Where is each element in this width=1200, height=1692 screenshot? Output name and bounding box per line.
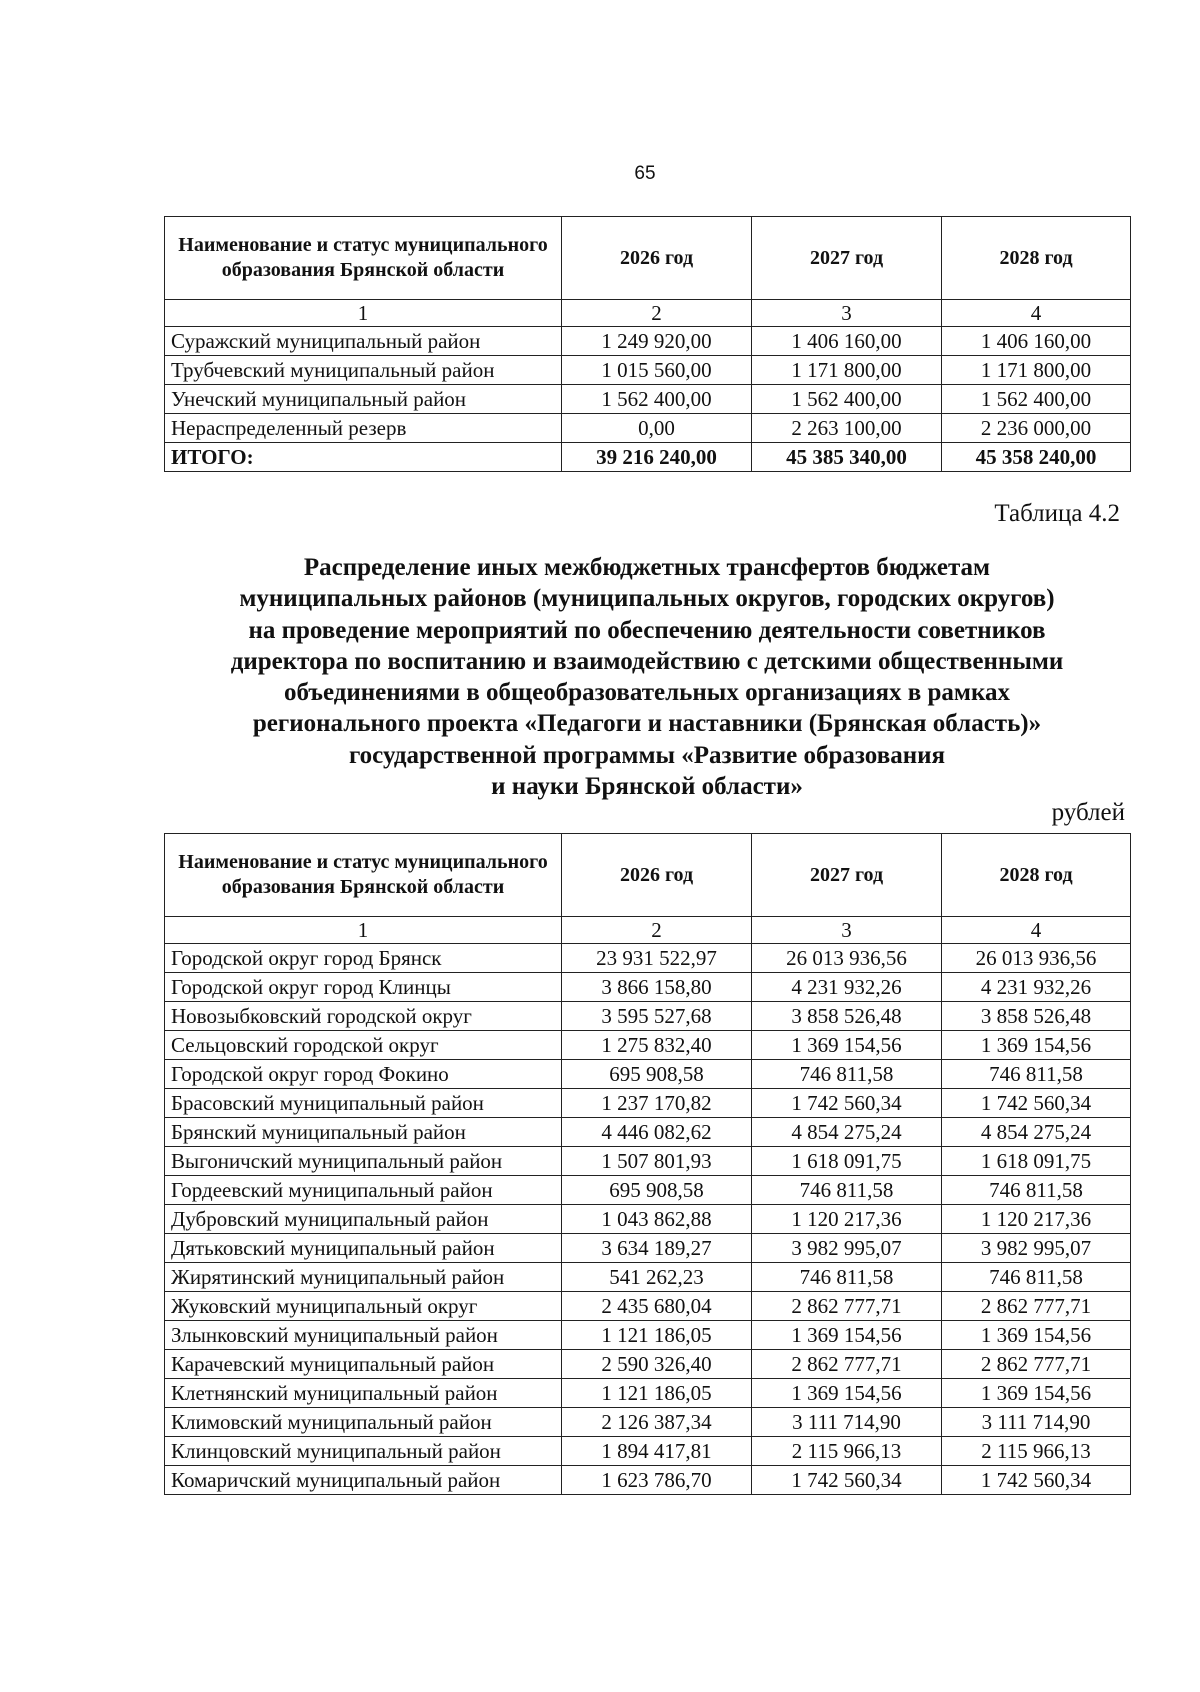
municipality-name-cell: Трубчевский муниципальный район	[165, 356, 562, 385]
municipality-name-cell: Жирятинский муниципальный район	[165, 1263, 562, 1292]
amount-cell: 2 590 326,40	[562, 1350, 752, 1379]
amount-cell: 26 013 936,56	[752, 944, 942, 973]
table-row	[165, 1321, 1131, 1350]
municipality-name-cell: Нераспределенный резерв	[165, 414, 562, 443]
amount-cell: 1 171 800,00	[752, 356, 942, 385]
amount-cell: 746 811,58	[942, 1176, 1131, 1205]
municipality-name-cell: Брянский муниципальный район	[165, 1118, 562, 1147]
amount-cell: 3 982 995,07	[942, 1234, 1131, 1263]
municipality-name-cell: Городской округ город Клинцы	[165, 973, 562, 1002]
table-row	[165, 327, 1131, 356]
table-header-row	[165, 834, 1131, 917]
municipality-name-cell: Злынковский муниципальный район	[165, 1321, 562, 1350]
municipality-name-cell: Новозыбковский городской округ	[165, 1002, 562, 1031]
municipality-name-cell: Унечский муниципальный район	[165, 385, 562, 414]
amount-cell: 4 446 082,62	[562, 1118, 752, 1147]
amount-cell: 746 811,58	[752, 1176, 942, 1205]
amount-cell: 3 595 527,68	[562, 1002, 752, 1031]
column-header-2027: 2027 год	[752, 217, 942, 300]
municipality-name-cell: Дубровский муниципальный район	[165, 1205, 562, 1234]
section-title-line: Распределение иных межбюджетных трансфертов бюджетам	[303, 554, 991, 581]
municipality-name-cell: Суражский муниципальный район	[165, 327, 562, 356]
amount-cell: 1 618 091,75	[752, 1147, 942, 1176]
table-row	[165, 1408, 1131, 1437]
table-row	[165, 1147, 1131, 1176]
table-row	[165, 1437, 1131, 1466]
index-cell: 3	[752, 300, 942, 327]
table-label: Таблица 4.2	[994, 500, 1120, 527]
municipality-name-cell: Городской округ город Фокино	[165, 1060, 562, 1089]
amount-cell: 1 120 217,36	[942, 1205, 1131, 1234]
table-row	[165, 973, 1131, 1002]
amount-cell: 541 262,23	[562, 1263, 752, 1292]
table-row	[165, 944, 1131, 973]
amount-cell: 2 862 777,71	[942, 1350, 1131, 1379]
page-number: 65	[634, 163, 656, 184]
amount-cell: 1 121 186,05	[562, 1321, 752, 1350]
transfers-distribution-table	[164, 833, 1131, 1495]
index-cell: 2	[562, 300, 752, 327]
amount-cell: 1 507 801,93	[562, 1147, 752, 1176]
table-row	[165, 1350, 1131, 1379]
total-amount-cell: 45 385 340,00	[752, 443, 942, 472]
amount-cell: 4 854 275,24	[752, 1118, 942, 1147]
amount-cell: 3 982 995,07	[752, 1234, 942, 1263]
amount-cell: 1 369 154,56	[942, 1321, 1131, 1350]
amount-cell: 2 862 777,71	[942, 1292, 1131, 1321]
section-title-line: и науки Брянской области»	[491, 773, 803, 801]
units-label: рублей	[1051, 799, 1125, 826]
table-row	[165, 1234, 1131, 1263]
budget-table-continued	[164, 216, 1131, 472]
amount-cell: 2 862 777,71	[752, 1350, 942, 1379]
amount-cell: 4 231 932,26	[942, 973, 1131, 1002]
amount-cell: 695 908,58	[562, 1060, 752, 1089]
section-title-line: на проведение мероприятий по обеспечению деятельности советников	[248, 616, 1046, 644]
amount-cell: 23 931 522,97	[562, 944, 752, 973]
index-cell: 4	[942, 300, 1131, 327]
municipality-name-cell: Городской округ город Брянск	[165, 944, 562, 973]
amount-cell: 1 121 186,05	[562, 1379, 752, 1408]
amount-cell: 1 275 832,40	[562, 1031, 752, 1060]
column-header-name: Наименование и статус муниципального образования Брянской области	[165, 217, 562, 300]
municipality-name-cell: Выгоничский муниципальный район	[165, 1147, 562, 1176]
amount-cell: 1 562 400,00	[562, 385, 752, 414]
table-body	[165, 917, 1131, 1495]
amount-cell: 1 171 800,00	[942, 356, 1131, 385]
column-header-2027: 2027 год	[752, 834, 942, 917]
amount-cell: 2 435 680,04	[562, 1292, 752, 1321]
table-row	[165, 356, 1131, 385]
table-row	[165, 1118, 1131, 1147]
amount-cell: 1 742 560,34	[942, 1466, 1131, 1495]
amount-cell: 1 369 154,56	[752, 1379, 942, 1408]
amount-cell: 1 742 560,34	[942, 1089, 1131, 1118]
section-title	[164, 552, 1130, 802]
amount-cell: 3 858 526,48	[752, 1002, 942, 1031]
amount-cell: 1 369 154,56	[942, 1379, 1131, 1408]
amount-cell: 1 562 400,00	[752, 385, 942, 414]
amount-cell: 4 231 932,26	[752, 973, 942, 1002]
amount-cell: 1 623 786,70	[562, 1466, 752, 1495]
amount-cell: 1 742 560,34	[752, 1466, 942, 1495]
amount-cell: 1 406 160,00	[752, 327, 942, 356]
amount-cell: 2 236 000,00	[942, 414, 1131, 443]
amount-cell: 1 894 417,81	[562, 1437, 752, 1466]
section-title-line: муниципальных районов (муниципальных округов, городских округов)	[239, 585, 1055, 613]
index-cell: 2	[562, 917, 752, 944]
amount-cell: 746 811,58	[752, 1060, 942, 1089]
index-cell: 4	[942, 917, 1131, 944]
municipality-name-cell: Клетнянский муниципальный район	[165, 1379, 562, 1408]
table-row	[165, 1263, 1131, 1292]
table-row	[165, 1031, 1131, 1060]
amount-cell: 1 369 154,56	[752, 1031, 942, 1060]
amount-cell: 4 854 275,24	[942, 1118, 1131, 1147]
table-body	[165, 300, 1131, 472]
column-header-2026: 2026 год	[562, 217, 752, 300]
municipality-name-cell: Климовский муниципальный район	[165, 1408, 562, 1437]
index-row	[165, 917, 1131, 944]
amount-cell: 1 618 091,75	[942, 1147, 1131, 1176]
amount-cell: 746 811,58	[942, 1263, 1131, 1292]
index-cell: 1	[165, 917, 562, 944]
municipality-name-cell: Комаричский муниципальный район	[165, 1466, 562, 1495]
column-header-2028: 2028 год	[942, 217, 1131, 300]
amount-cell: 1 369 154,56	[752, 1321, 942, 1350]
table-row	[165, 1060, 1131, 1089]
section-title-line: регионального проекта «Педагоги и наставники (Брянская область)»	[252, 710, 1042, 738]
municipality-name-cell: Жуковский муниципальный округ	[165, 1292, 562, 1321]
index-cell: 3	[752, 917, 942, 944]
municipality-name-cell: Гордеевский муниципальный район	[165, 1176, 562, 1205]
municipality-name-cell: Брасовский муниципальный район	[165, 1089, 562, 1118]
amount-cell: 3 111 714,90	[942, 1408, 1131, 1437]
amount-cell: 1 369 154,56	[942, 1031, 1131, 1060]
municipality-name-cell: Клинцовский муниципальный район	[165, 1437, 562, 1466]
table-row	[165, 1292, 1131, 1321]
amount-cell: 1 742 560,34	[752, 1089, 942, 1118]
amount-cell: 746 811,58	[942, 1060, 1131, 1089]
section-title-line: объединениями в общеобразовательных организациях в рамках	[284, 679, 1010, 707]
total-row	[165, 443, 1131, 472]
table-row	[165, 1089, 1131, 1118]
amount-cell: 695 908,58	[562, 1176, 752, 1205]
amount-cell: 2 126 387,34	[562, 1408, 752, 1437]
section-title-line: директора по воспитанию и взаимодействию с детскими общественными	[230, 647, 1064, 675]
amount-cell: 1 015 560,00	[562, 356, 752, 385]
table-row	[165, 1002, 1131, 1031]
amount-cell: 1 406 160,00	[942, 327, 1131, 356]
table-header-row	[165, 217, 1131, 300]
municipality-name-cell: Карачевский муниципальный район	[165, 1350, 562, 1379]
total-amount-cell: 39 216 240,00	[562, 443, 752, 472]
table-row	[165, 1379, 1131, 1408]
amount-cell: 1 120 217,36	[752, 1205, 942, 1234]
table-row	[165, 385, 1131, 414]
table-row	[165, 1466, 1131, 1495]
amount-cell: 1 562 400,00	[942, 385, 1131, 414]
amount-cell: 3 634 189,27	[562, 1234, 752, 1263]
amount-cell: 746 811,58	[752, 1263, 942, 1292]
total-amount-cell: 45 358 240,00	[942, 443, 1131, 472]
total-label-cell: ИТОГО:	[165, 443, 562, 472]
amount-cell: 2 115 966,13	[942, 1437, 1131, 1466]
municipality-name-cell: Сельцовский городской округ	[165, 1031, 562, 1060]
amount-cell: 1 249 920,00	[562, 327, 752, 356]
amount-cell: 3 858 526,48	[942, 1002, 1131, 1031]
table-row	[165, 1176, 1131, 1205]
column-header-2026: 2026 год	[562, 834, 752, 917]
table-row	[165, 414, 1131, 443]
amount-cell: 1 237 170,82	[562, 1089, 752, 1118]
amount-cell: 2 115 966,13	[752, 1437, 942, 1466]
index-cell: 1	[165, 300, 562, 327]
column-header-2028: 2028 год	[942, 834, 1131, 917]
table-row	[165, 1205, 1131, 1234]
amount-cell: 0,00	[562, 414, 752, 443]
index-row	[165, 300, 1131, 327]
amount-cell: 2 263 100,00	[752, 414, 942, 443]
municipality-name-cell: Дятьковский муниципальный район	[165, 1234, 562, 1263]
amount-cell: 3 866 158,80	[562, 973, 752, 1002]
column-header-name: Наименование и статус муниципального образования Брянской области	[165, 834, 562, 917]
amount-cell: 3 111 714,90	[752, 1408, 942, 1437]
amount-cell: 26 013 936,56	[942, 944, 1131, 973]
amount-cell: 2 862 777,71	[752, 1292, 942, 1321]
section-title-line: государственной программы «Развитие образования	[348, 741, 946, 769]
amount-cell: 1 043 862,88	[562, 1205, 752, 1234]
